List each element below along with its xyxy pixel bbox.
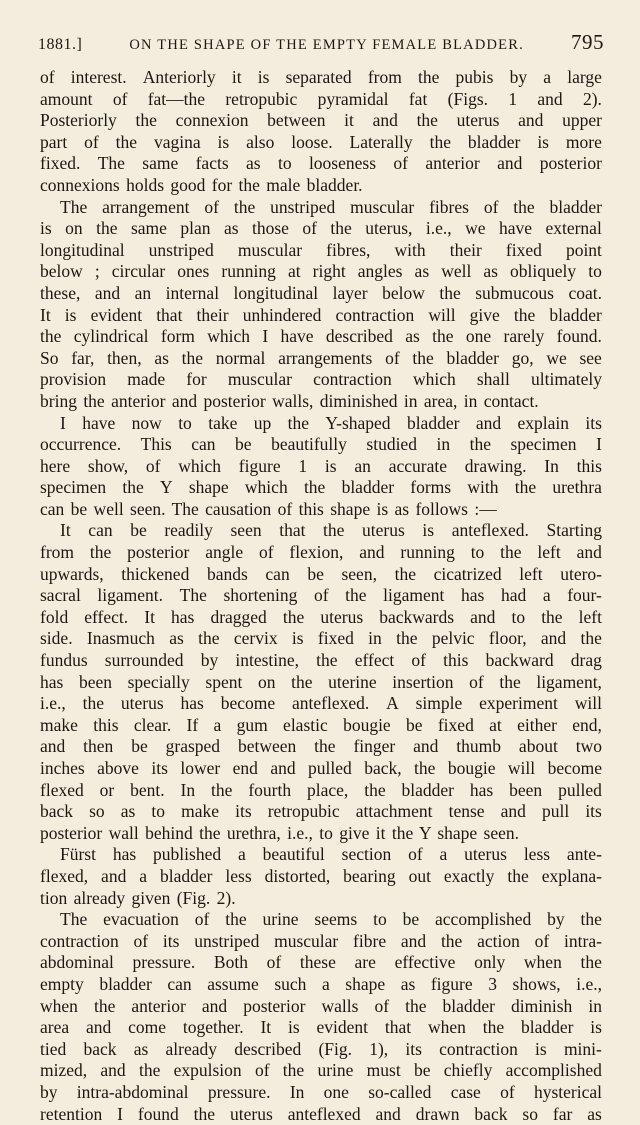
text-line: flexed or bent. In the fourth place, the bladder has been pulled: [40, 780, 602, 802]
text-line: fold effect. It has dragged the uterus backwards and to the left: [40, 607, 602, 629]
text-line: posterior wall behind the urethra, i.e., to give it the Y shape seen.: [40, 823, 602, 845]
text-line: fundus surrounded by intestine, the effect of this backward drag: [40, 650, 602, 672]
text-line: mized, and the expulsion of the urine must be chiefly accomplished: [40, 1060, 602, 1082]
text-line: The arrangement of the unstriped muscular fibres of the bladder: [40, 197, 602, 219]
text-line: The evacuation of the urine seems to be accomplished by the: [40, 909, 602, 931]
text-line: part of the vagina is also loose. Laterally the bladder is more: [40, 132, 602, 154]
text-line: inches above its lower end and pulled back, the bougie will become: [40, 758, 602, 780]
text-line: flexed, and a bladder less distorted, bearing out exactly the explana-: [40, 866, 602, 888]
header-year: 1881.]: [38, 36, 82, 54]
body-text: [40, 67, 602, 1125]
text-line: below ; circular ones running at right angles as well as obliquely to: [40, 261, 602, 283]
text-line: abdominal pressure. Both of these are effective only when the: [40, 952, 602, 974]
text-line: connexions holds good for the male bladder.: [40, 175, 602, 197]
text-line: i.e., the uterus has become anteflexed. A simple experiment will: [40, 693, 602, 715]
text-line: make this clear. If a gum elastic bougie be fixed at either end,: [40, 715, 602, 737]
text-line: specimen the Y shape which the bladder forms with the urethra: [40, 477, 602, 499]
text-line: the cylindrical form which I have described as the one rarely found.: [40, 326, 602, 348]
text-line: Posteriorly the connexion between it and the uterus and upper: [40, 110, 602, 132]
text-line: area and come together. It is evident that when the bladder is: [40, 1017, 602, 1039]
page-number: 795: [571, 30, 604, 55]
text-line: tied back as already described (Fig. 1), its contraction is mini-: [40, 1039, 602, 1061]
text-line: side. Inasmuch as the cervix is fixed in the pelvic floor, and the: [40, 628, 602, 650]
text-line: of interest. Anteriorly it is separated from the pubis by a large: [40, 67, 602, 89]
text-line: tion already given (Fig. 2).: [40, 888, 602, 910]
text-line: I have now to take up the Y-shaped bladder and explain its: [40, 413, 602, 435]
text-line: amount of fat—the retropubic pyramidal fat (Figs. 1 and 2).: [40, 89, 602, 111]
text-line: is on the same plan as those of the uterus, i.e., we have external: [40, 218, 602, 240]
text-line: It is evident that their unhindered contraction will give the bladder: [40, 305, 602, 327]
text-line: by intra-abdominal pressure. In one so-called case of hysterical: [40, 1082, 602, 1104]
text-line: upwards, thickened bands can be seen, the cicatrized left utero-: [40, 564, 602, 586]
text-line: here show, of which figure 1 is an accurate drawing. In this: [40, 456, 602, 478]
text-line: and then be grasped between the finger and thumb about two: [40, 736, 602, 758]
text-line: provision made for muscular contraction which shall ultimately: [40, 369, 602, 391]
text-line: fixed. The same facts as to looseness of anterior and posterior: [40, 153, 602, 175]
text-line: empty bladder can assume such a shape as figure 3 shows, i.e.,: [40, 974, 602, 996]
text-line: back so as to make its retropubic attachment tense and pull its: [40, 801, 602, 823]
text-line: can be well seen. The causation of this shape is as follows :—: [40, 499, 602, 521]
text-line: longitudinal unstriped muscular fibres, with their fixed point: [40, 240, 602, 262]
text-line: retention I found the uterus anteflexed and drawn back so far as: [40, 1104, 602, 1125]
header-title: ON THE SHAPE OF THE EMPTY FEMALE BLADDER.: [129, 37, 524, 54]
text-line: sacral ligament. The shortening of the ligament has had a four-: [40, 585, 602, 607]
text-line: when the anterior and posterior walls of the bladder diminish in: [40, 996, 602, 1018]
text-line: So far, then, as the normal arrangements of the bladder go, we see: [40, 348, 602, 370]
text-line: has been specially spent on the uterine insertion of the ligament,: [40, 672, 602, 694]
text-line: from the posterior angle of flexion, and running to the left and: [40, 542, 602, 564]
text-line: contraction of its unstriped muscular fibre and the action of intra-: [40, 931, 602, 953]
text-line: these, and an internal longitudinal layer below the submucous coat.: [40, 283, 602, 305]
running-header: [38, 30, 604, 58]
text-line: occurrence. This can be beautifully studied in the specimen I: [40, 434, 602, 456]
text-line: It can be readily seen that the uterus is anteflexed. Starting: [40, 520, 602, 542]
text-line: Fürst has published a beautiful section of a uterus less ante-: [40, 844, 602, 866]
text-line: bring the anterior and posterior walls, diminished in area, in contact.: [40, 391, 602, 413]
